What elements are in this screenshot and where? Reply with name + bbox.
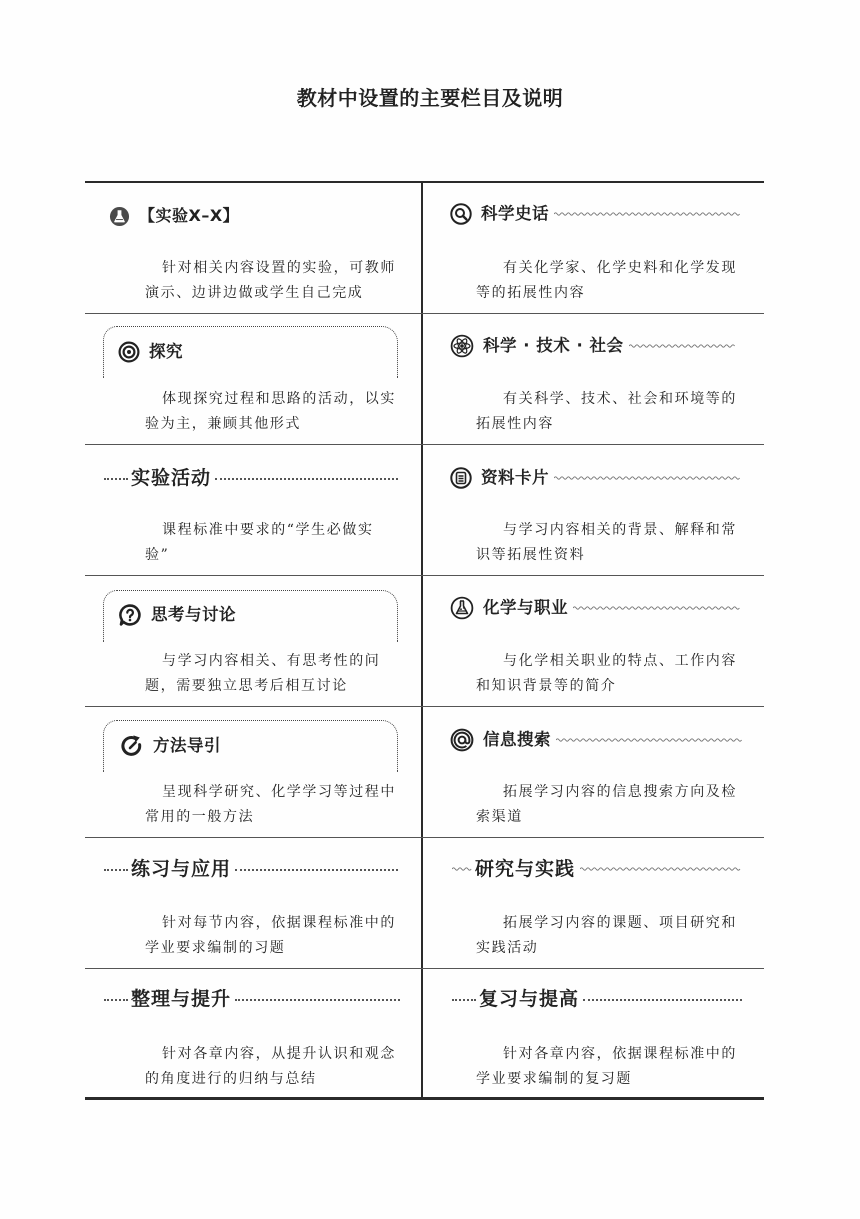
entry-info-card [423,444,764,575]
entry-heading [118,602,236,628]
entry-description-line: 实践活动 [476,940,539,956]
entry-chemistry-careers [423,575,764,706]
at-sign-icon [450,728,474,752]
entry-heading-text: 整理与提升 [131,988,232,1010]
entry-heading-text: 【实验X–X】 [139,206,240,225]
entry-heading [118,339,183,365]
entry-description-line: 与学习内容相关的背景、解释和常 [503,522,737,538]
entry-description-line: 的角度进行的归纳与总结 [145,1071,317,1087]
entry-heading [450,465,742,491]
entry-description-line: 有关科学、技术、社会和环境等的 [503,391,737,407]
target-icon [118,341,140,363]
entry-description-line: 拓展性内容 [476,416,554,432]
entry-description-line: 演示、边讲边做或学生自己完成 [145,285,364,301]
entry-description-line: 验” [145,547,170,563]
dotted-leader [104,478,128,480]
entry-heading-text: 资料卡片 [481,468,549,487]
wavy-rule [556,736,742,744]
entry-heading-text: 实验活动 [131,467,212,489]
dotted-leader [104,869,128,871]
entry-research-practice [423,837,764,968]
entry-description-line: 针对相关内容设置的实验，可教师 [162,260,396,276]
entry-review-improve [423,968,764,1099]
entry-description-line: 与化学相关职业的特点、工作内容 [503,653,737,669]
entry-heading [452,986,742,1012]
entry-heading-text: 科学史话 [481,204,549,223]
page-title: 教材中设置的主要栏目及说明 [296,86,564,110]
entry-heading-text: 方法导引 [153,736,221,755]
entry-science-technology-society [423,313,764,444]
entry-description-line: 针对各章内容，依据课程标准中的 [503,1046,737,1062]
entry-info-search [423,706,764,837]
entry-description-line: 识等拓展性资料 [476,547,586,563]
entry-heading-text: 探究 [149,342,183,361]
wavy-rule [629,342,735,350]
entry-heading [450,201,742,227]
dotted-leader [104,999,128,1001]
wavy-rule [580,865,742,873]
entry-description-line: 学业要求编制的复习题 [476,1071,632,1087]
dotted-leader [583,999,742,1001]
entry-description-line: 验为主，兼顾其他形式 [145,416,301,432]
entry-heading-text: 复习与提高 [479,988,580,1010]
dotted-leader [235,869,398,871]
entry-description-line: 题，需要独立思考后相互讨论 [145,678,348,694]
entry-inquiry [85,313,421,444]
entry-heading [104,465,398,491]
entry-description-line: 和知识背景等的简介 [476,678,617,694]
entry-description-line: 学业要求编制的习题 [145,940,286,956]
wavy-rule [452,865,472,873]
magnifier-icon [450,203,472,225]
entry-description-line: 针对每节内容，依据课程标准中的 [162,915,396,931]
entry-heading-text: 化学与职业 [483,598,568,617]
entry-description-line: 课程标准中要求的“学生必做实 [162,522,374,538]
entry-description-line: 索渠道 [476,809,523,825]
question-bubble-icon [118,603,142,627]
entry-description-line: 与学习内容相关、有思考性的问 [162,653,381,669]
wavy-rule [554,474,742,482]
entry-summary-improvement [85,968,421,1099]
entry-description-line: 针对各章内容，从提升认识和观念 [162,1046,396,1062]
entry-description-line: 拓展学习内容的课题、项目研究和 [503,915,737,931]
dotted-leader [235,999,400,1001]
entry-description-line: 等的拓展性内容 [476,285,586,301]
dotted-leader [215,478,398,480]
document-icon [450,467,472,489]
entry-science-history [423,182,764,313]
entry-heading [452,856,742,882]
flask-outline-icon [450,596,474,620]
entry-heading-text: 练习与应用 [131,858,232,880]
flask-icon [109,206,130,227]
atom-icon [450,334,474,358]
entry-heading-text: 科学 · 技术 · 社会 [483,336,624,355]
wavy-rule [554,210,742,218]
entry-heading-text: 研究与实践 [475,858,576,880]
entry-heading [104,986,400,1012]
wavy-rule [573,604,742,612]
entry-practice-application [85,837,421,968]
entry-heading [450,333,735,359]
entry-think-discuss [85,575,421,706]
entry-heading-text: 信息搜索 [483,730,551,749]
entry-lab-activity [85,444,421,575]
entry-heading [450,595,742,621]
entry-description-line: 呈现科学研究、化学学习等过程中 [162,784,396,800]
circular-arrow-icon [120,734,144,758]
entry-heading-text: 思考与讨论 [151,605,236,624]
entry-method-guide [85,706,421,837]
entry-description-line: 常用的一般方法 [145,809,255,825]
dotted-leader [452,999,476,1001]
entry-experiment-xx [85,182,421,313]
entry-heading [109,203,239,229]
entry-heading [450,727,742,753]
entry-description-line: 体现探究过程和思路的活动，以实 [162,391,396,407]
entry-description-line: 有关化学家、化学史料和化学发现 [503,260,737,276]
entry-heading [120,733,221,759]
entry-heading [104,856,398,882]
entry-description-line: 拓展学习内容的信息搜索方向及检 [503,784,737,800]
